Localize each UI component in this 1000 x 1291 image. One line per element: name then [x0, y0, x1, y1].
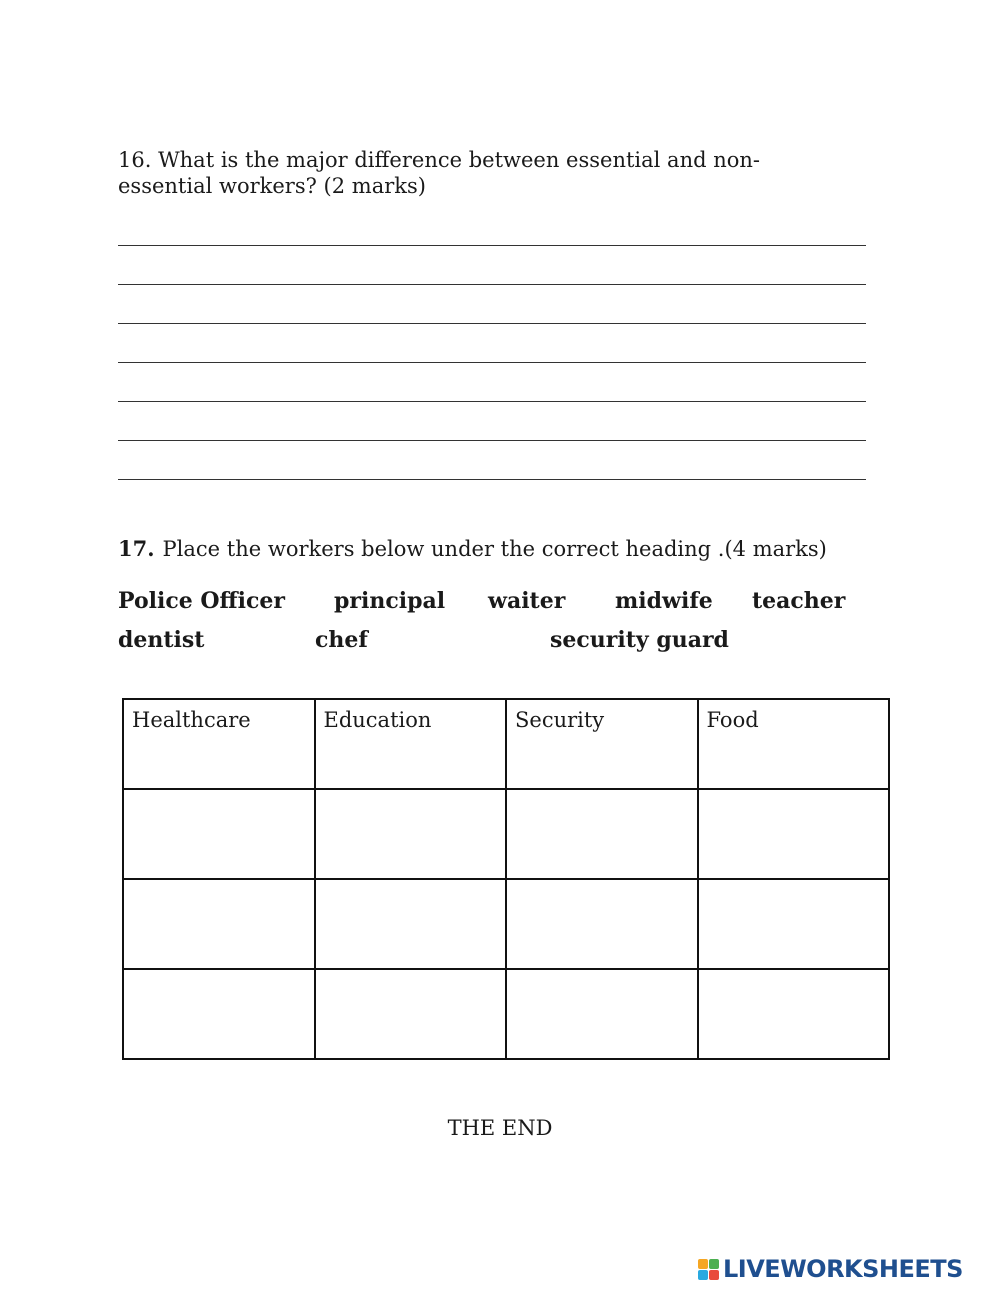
the-end-text: THE END: [447, 1116, 553, 1140]
answer-line[interactable]: [118, 362, 866, 363]
liveworksheets-icon: [698, 1259, 719, 1280]
answer-line[interactable]: [118, 284, 866, 285]
drop-cell[interactable]: [698, 879, 890, 969]
header-education: Education: [315, 699, 507, 789]
table-row: [123, 789, 889, 879]
word-bank-item[interactable]: teacher: [752, 588, 846, 614]
logo-square: [709, 1259, 719, 1269]
drop-cell[interactable]: [506, 789, 698, 879]
drop-cell[interactable]: [698, 969, 890, 1059]
drop-cell[interactable]: [315, 879, 507, 969]
word-bank-item[interactable]: chef: [315, 627, 368, 653]
word-bank-item[interactable]: waiter: [488, 588, 566, 614]
table-row: [123, 969, 889, 1059]
question-17-text: Place the workers below under the correct heading .(4 marks): [162, 537, 827, 561]
word-bank-item[interactable]: Police Officer: [118, 588, 285, 614]
answer-line[interactable]: [118, 245, 866, 246]
table-header-row: [123, 699, 889, 789]
header-security: Security: [506, 699, 698, 789]
drop-cell[interactable]: [698, 789, 890, 879]
sorting-table: [122, 698, 890, 1060]
liveworksheets-logo: [698, 1254, 963, 1284]
drop-cell[interactable]: [123, 969, 315, 1059]
answer-line[interactable]: [118, 440, 866, 441]
question-17-number: 17.: [118, 536, 155, 561]
drop-cell[interactable]: [315, 789, 507, 879]
answer-line[interactable]: [118, 401, 866, 402]
word-bank-item[interactable]: midwife: [615, 588, 713, 614]
drop-cell[interactable]: [506, 879, 698, 969]
word-bank-item[interactable]: principal: [334, 588, 446, 614]
answer-line[interactable]: [118, 479, 866, 480]
header-healthcare: Healthcare: [123, 699, 315, 789]
word-bank-item[interactable]: security guard: [550, 627, 729, 653]
question-16-text: 16. What is the major difference between essential and non- essential workers? (2 marks): [118, 148, 761, 198]
logo-square: [698, 1259, 708, 1269]
drop-cell[interactable]: [315, 969, 507, 1059]
logo-square: [698, 1270, 708, 1280]
drop-cell[interactable]: [506, 969, 698, 1059]
liveworksheets-wordmark: LIVEWORKSHEETS: [723, 1255, 963, 1283]
word-bank-item[interactable]: dentist: [118, 627, 205, 653]
header-food: Food: [698, 699, 890, 789]
table-row: [123, 879, 889, 969]
question-17: [118, 536, 827, 562]
drop-cell[interactable]: [123, 789, 315, 879]
answer-line[interactable]: [118, 323, 866, 324]
drop-cell[interactable]: [123, 879, 315, 969]
logo-square: [709, 1270, 719, 1280]
